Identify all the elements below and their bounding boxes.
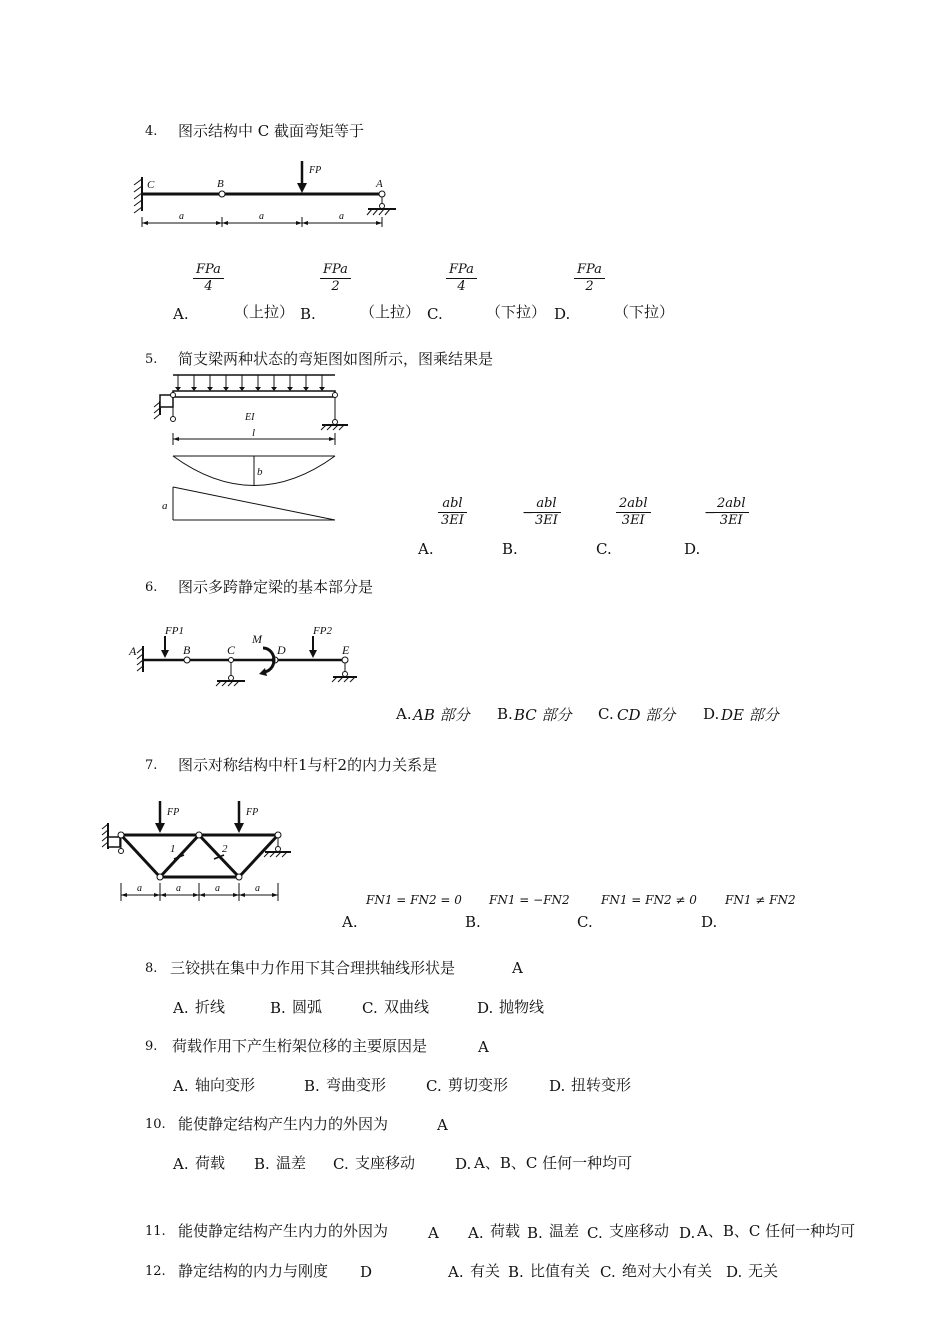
q6-label-c: C [227,643,236,657]
q10-answer: A [437,1116,448,1134]
q7-option-a-letter[interactable]: A. [342,913,358,931]
q5-text: 简支梁两种状态的弯矩图如图所示，图乘结果是 [178,350,494,368]
q5-option-d-sign: − [704,505,716,521]
q7-number: 7. [145,758,158,773]
q6-option-a-text: AB 部分 [413,706,470,724]
q7-option-a-expr: FN1 = FN2 = 0 [366,893,462,907]
q9-option-a-letter[interactable]: A. [173,1077,189,1095]
q4-option-a-letter[interactable]: A. [173,305,189,323]
q7-truss-diagram [100,795,300,910]
q11-option-c-text: 支座移动 [609,1222,670,1240]
q4-beam-diagram [120,155,410,235]
q5-option-a-letter[interactable]: A. [418,540,434,558]
q11-option-b-letter[interactable]: B. [527,1224,543,1242]
q9-option-c-text: 剪切变形 [448,1076,509,1094]
q6-text: 图示多跨静定梁的基本部分是 [178,578,374,596]
q12-option-b-letter[interactable]: B. [508,1263,524,1281]
q5-option-d-letter[interactable]: D. [684,540,701,558]
q8-answer: A [512,959,523,977]
q11-option-d-text: A、B、C 任何一种均可 [697,1222,856,1240]
q4-option-d-fraction: FPa 2 [574,262,605,295]
q7-option-d-letter[interactable]: D. [701,913,718,931]
q9-number: 9. [145,1039,158,1054]
q9-option-a-text: 轴向变形 [195,1076,256,1094]
q7-label-member-2: 2 [222,843,228,855]
q7-label-member-1: 1 [170,843,176,855]
q12-answer: D [360,1263,373,1281]
q10-option-a-text: 荷载 [195,1154,226,1172]
q7-option-c-letter[interactable]: C. [577,913,593,931]
q9-answer: A [478,1038,489,1056]
q4-option-c-fraction: FPa 4 [446,262,477,295]
q8-option-d-text: 抛物线 [499,998,545,1016]
q4-option-b-fraction: FPa 2 [320,262,351,295]
q9-option-d-text: 扭转变形 [571,1076,632,1094]
q12-option-c-letter[interactable]: C. [600,1263,616,1281]
q6-label-a: A [129,644,137,658]
q4-dim-a1: a [179,211,184,222]
q11-answer: A [428,1224,439,1242]
q9-option-b-text: 弯曲变形 [326,1076,387,1094]
q7-option-c-expr: FN1 = FN2 ≠ 0 [601,893,697,907]
q4-option-d-note: （下拉） [614,303,675,321]
q4-option-a-note: （上拉） [234,303,295,321]
q6-option-d-text: DE 部分 [721,706,779,724]
q4-option-b-note: （上拉） [360,303,421,321]
q12-text: 静定结构的内力与刚度 [178,1262,329,1280]
q12-option-b-text: 比值有关 [530,1262,591,1280]
q11-number: 11. [145,1224,166,1239]
q6-option-c-text: CD 部分 [617,706,676,724]
q6-label-e: E [342,643,350,657]
q4-number: 4. [145,124,158,139]
q7-option-b-expr: FN1 = −FN2 [489,893,570,907]
q8-option-c-text: 双曲线 [384,998,430,1016]
q6-label-b: B [183,643,191,657]
q4-text: 图示结构中 C 截面弯矩等于 [178,122,365,140]
q6-option-b-letter[interactable]: B. [497,705,513,723]
q6-label-fp2: FP2 [313,625,332,637]
q4-label-fp: FP [309,165,322,176]
q5-option-d-fraction: 2abl 3EI [714,496,749,529]
q4-option-c-note: （下拉） [486,303,547,321]
q11-text: 能使静定结构产生内力的外因为 [178,1222,389,1240]
q5-number: 5. [145,352,158,367]
q5-option-c-letter[interactable]: C. [596,540,612,558]
q12-option-d-letter[interactable]: D. [726,1263,743,1281]
q8-number: 8. [145,961,158,976]
q7-dim-a3: a [215,883,220,894]
q5-beam-diagram [150,365,350,525]
q9-option-b-letter[interactable]: B. [304,1077,320,1095]
q9-option-d-letter[interactable]: D. [549,1077,566,1095]
q7-dim-a4: a [255,883,260,894]
q5-option-b-fraction: abl 3EI [532,496,561,529]
q8-option-c-letter[interactable]: C. [362,999,378,1017]
q10-option-c-text: 支座移动 [355,1154,416,1172]
q8-option-d-letter[interactable]: D. [477,999,494,1017]
q11-option-c-letter[interactable]: C. [587,1224,603,1242]
q8-option-a-letter[interactable]: A. [173,999,189,1017]
q11-option-d-letter[interactable]: D. [679,1224,696,1242]
q10-text: 能使静定结构产生内力的外因为 [178,1115,389,1133]
q6-option-b-text: BC 部分 [514,706,572,724]
q4-label-a: A [376,178,383,190]
q5-option-b-sign: − [522,505,534,521]
q6-label-fp1: FP1 [165,625,184,637]
q10-option-b-text: 温差 [276,1154,307,1172]
q7-option-b-letter[interactable]: B. [465,913,481,931]
q4-dim-a2: a [259,211,264,222]
q10-option-d-letter[interactable]: D. [455,1155,472,1173]
q5-option-a-fraction: abl 3EI [438,496,467,529]
q4-dim-a3: a [339,211,344,222]
q6-beam-diagram [125,622,365,692]
q6-number: 6. [145,580,158,595]
q10-option-c-letter[interactable]: C. [333,1155,349,1173]
q10-option-b-letter[interactable]: B. [254,1155,270,1173]
q11-option-a-letter[interactable]: A. [468,1224,484,1242]
q7-dim-a1: a [137,883,142,894]
q5-label-a: a [162,500,168,512]
q6-label-d: D [277,643,286,657]
q7-label-fp-right: FP [246,807,259,818]
q11-option-a-text: 荷载 [490,1222,521,1240]
q4-label-c: C [147,179,155,191]
q11-option-b-text: 温差 [549,1222,580,1240]
q12-option-a-letter[interactable]: A. [448,1263,464,1281]
q6-label-m: M [252,632,262,646]
q8-text: 三铰拱在集中力作用下其合理拱轴线形状是 [170,959,456,977]
q6-option-c-letter[interactable]: C. [598,705,614,723]
q6-option-d-letter[interactable]: D. [703,705,720,723]
q8-option-b-letter[interactable]: B. [270,999,286,1017]
q5-option-c-fraction: 2abl 3EI [616,496,651,529]
q12-number: 12. [145,1264,166,1279]
q12-option-a-text: 有关 [470,1262,501,1280]
q4-option-d-letter[interactable]: D. [554,305,571,323]
q8-option-a-text: 折线 [195,998,226,1016]
q4-option-a-fraction: FPa 4 [193,262,224,295]
q12-option-c-text: 绝对大小有关 [622,1262,713,1280]
q7-label-fp-left: FP [167,807,180,818]
q5-label-ei: EI [245,412,255,423]
q10-option-a-letter[interactable]: A. [173,1155,189,1173]
q8-option-b-text: 圆弧 [292,998,323,1016]
q4-label-b: B [217,178,224,190]
q10-option-d-text: A、B、C 任何一种均可 [474,1154,633,1172]
q5-label-b: b [257,466,263,478]
q5-option-b-letter[interactable]: B. [502,540,518,558]
q7-dim-a2: a [176,883,181,894]
q7-option-d-expr: FN1 ≠ FN2 [725,893,796,907]
q9-text: 荷载作用下产生桁架位移的主要原因是 [172,1037,428,1055]
q7-text: 图示对称结构中杆1与杆2的内力关系是 [178,756,438,774]
q6-option-a-letter[interactable]: A. [396,705,412,723]
q9-option-c-letter[interactable]: C. [426,1077,442,1095]
q12-option-d-text: 无关 [748,1262,779,1280]
q5-label-l: l [252,427,256,439]
q4-option-b-letter[interactable]: B. [300,305,316,323]
q10-number: 10. [145,1117,166,1132]
q4-option-c-letter[interactable]: C. [427,305,443,323]
